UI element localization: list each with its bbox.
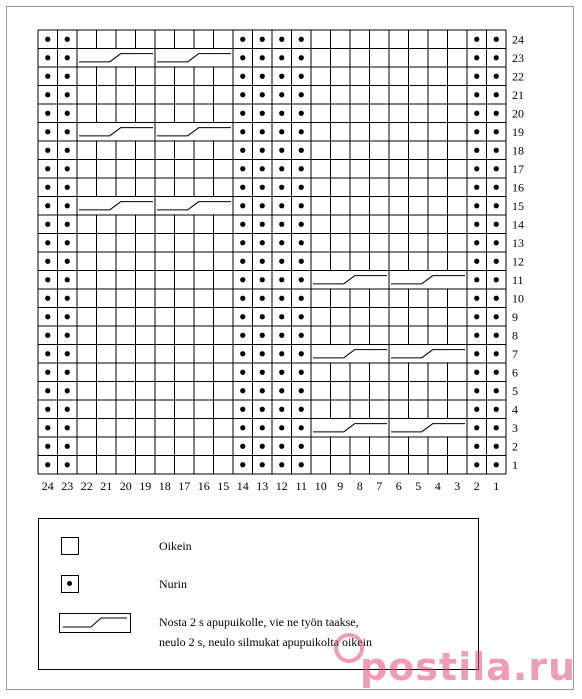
purl-dot	[474, 351, 479, 356]
purl-dot	[65, 425, 70, 430]
purl-dot	[279, 129, 284, 134]
purl-dot	[494, 277, 499, 282]
column-label: 10	[314, 479, 327, 493]
cable-symbol	[59, 613, 131, 633]
purl-dot	[299, 55, 304, 60]
purl-dot	[279, 55, 284, 60]
purl-dot	[260, 388, 265, 393]
purl-dot	[494, 203, 499, 208]
purl-dot	[240, 333, 245, 338]
purl-dot	[494, 462, 499, 467]
purl-dot	[65, 259, 70, 264]
purl-dot	[474, 55, 479, 60]
purl-dot	[299, 37, 304, 42]
row-label: 17	[512, 161, 524, 176]
purl-dot	[279, 388, 284, 393]
purl-dot	[65, 148, 70, 153]
column-label: 5	[415, 479, 422, 493]
purl-dot	[45, 444, 50, 449]
purl-dot	[260, 277, 265, 282]
purl-dot	[299, 333, 304, 338]
purl-dot	[260, 333, 265, 338]
column-label: 13	[256, 479, 269, 493]
column-label: 12	[275, 479, 288, 493]
purl-dot	[45, 462, 50, 467]
legend-cable-line2: neulo 2 s, neulo silmukat apupuikolta oikein	[159, 635, 372, 649]
row-label: 15	[512, 198, 524, 213]
purl-dot	[494, 74, 499, 79]
purl-dot	[474, 407, 479, 412]
purl-dot	[240, 407, 245, 412]
column-label: 20	[119, 479, 132, 493]
purl-dot	[494, 37, 499, 42]
purl-dot	[240, 277, 245, 282]
purl-dot	[279, 296, 284, 301]
purl-dot	[474, 37, 479, 42]
purl-dot	[45, 166, 50, 171]
purl-dot	[260, 74, 265, 79]
row-label: 6	[512, 365, 518, 380]
purl-dot	[260, 166, 265, 171]
purl-dot	[65, 185, 70, 190]
purl-dot	[474, 370, 479, 375]
purl-dot	[260, 425, 265, 430]
legend-purl-label: Nurin	[159, 577, 187, 591]
row-label: 20	[512, 106, 524, 121]
purl-dot	[45, 129, 50, 134]
row-label: 21	[512, 87, 524, 102]
purl-dot	[299, 296, 304, 301]
row-label: 14	[512, 217, 524, 232]
purl-dot	[279, 277, 284, 282]
purl-dot	[65, 37, 70, 42]
purl-dot	[299, 222, 304, 227]
purl-dot	[279, 259, 284, 264]
purl-dot	[65, 240, 70, 245]
column-label: 1	[493, 479, 500, 493]
purl-dot	[279, 444, 284, 449]
purl-dot	[279, 407, 284, 412]
purl-dot	[260, 92, 265, 97]
purl-dot	[240, 425, 245, 430]
purl-dot	[65, 55, 70, 60]
purl-dot	[494, 55, 499, 60]
row-label: 23	[512, 50, 524, 65]
purl-dot	[65, 92, 70, 97]
purl-dot	[240, 55, 245, 60]
purl-dot	[260, 203, 265, 208]
purl-dot	[299, 388, 304, 393]
purl-dot	[474, 92, 479, 97]
purl-dot	[494, 314, 499, 319]
purl-dot	[65, 222, 70, 227]
purl-dot	[260, 259, 265, 264]
purl-dot	[45, 370, 50, 375]
purl-dot	[65, 129, 70, 134]
purl-dot	[65, 407, 70, 412]
purl-dot	[494, 370, 499, 375]
purl-dot	[494, 259, 499, 264]
purl-dot	[65, 74, 70, 79]
purl-dot	[240, 129, 245, 134]
purl-dot	[240, 351, 245, 356]
watermark: postila.ru	[359, 645, 576, 689]
purl-dot	[65, 370, 70, 375]
purl-dot	[240, 166, 245, 171]
purl-dot	[260, 296, 265, 301]
purl-dot	[494, 222, 499, 227]
purl-dot	[299, 166, 304, 171]
purl-dot	[45, 296, 50, 301]
purl-dot	[260, 222, 265, 227]
purl-dot	[240, 240, 245, 245]
purl-dot	[279, 92, 284, 97]
purl-dot	[474, 259, 479, 264]
purl-dot	[45, 333, 50, 338]
column-label: 23	[61, 479, 74, 493]
purl-dot	[45, 203, 50, 208]
column-label: 14	[236, 479, 249, 493]
row-label: 2	[512, 439, 518, 454]
purl-dot	[474, 296, 479, 301]
purl-dot	[494, 351, 499, 356]
purl-dot	[494, 388, 499, 393]
purl-dot	[45, 222, 50, 227]
column-label: 19	[139, 479, 152, 493]
purl-dot	[45, 388, 50, 393]
row-label: 9	[512, 309, 518, 324]
row-label: 1	[512, 457, 518, 472]
purl-dot	[45, 111, 50, 116]
purl-dot	[65, 333, 70, 338]
row-label: 4	[512, 402, 518, 417]
purl-dot	[474, 166, 479, 171]
purl-dot	[299, 185, 304, 190]
purl-dot	[474, 185, 479, 190]
purl-dot	[494, 185, 499, 190]
purl-dot	[494, 444, 499, 449]
purl-dot	[474, 148, 479, 153]
purl-dot	[299, 203, 304, 208]
purl-dot	[299, 407, 304, 412]
purl-dot	[279, 166, 284, 171]
purl-dot	[299, 277, 304, 282]
purl-dot	[279, 74, 284, 79]
purl-dot	[45, 277, 50, 282]
column-label: 17	[178, 479, 191, 493]
knit-symbol	[61, 537, 79, 555]
purl-dot	[279, 37, 284, 42]
purl-dot	[240, 462, 245, 467]
column-label: 18	[158, 479, 171, 493]
column-label: 2	[473, 479, 480, 493]
purl-dot	[494, 92, 499, 97]
purl-dot	[65, 388, 70, 393]
purl-dot	[299, 111, 304, 116]
column-label: 22	[80, 479, 93, 493]
purl-dot	[45, 185, 50, 190]
purl-dot	[279, 462, 284, 467]
row-label: 11	[512, 272, 524, 287]
purl-dot	[474, 425, 479, 430]
purl-dot	[65, 296, 70, 301]
purl-dot	[299, 129, 304, 134]
purl-dot	[260, 444, 265, 449]
purl-dot	[240, 92, 245, 97]
purl-dot	[45, 55, 50, 60]
column-label: 6	[395, 479, 402, 493]
purl-dot	[65, 444, 70, 449]
purl-dot	[494, 296, 499, 301]
purl-dot	[474, 333, 479, 338]
purl-dot	[45, 425, 50, 430]
purl-dot	[45, 351, 50, 356]
purl-dot	[299, 351, 304, 356]
purl-dot	[260, 240, 265, 245]
purl-dot	[299, 370, 304, 375]
purl-dot	[494, 111, 499, 116]
purl-dot	[299, 462, 304, 467]
purl-dot	[494, 166, 499, 171]
row-label: 3	[512, 420, 518, 435]
purl-dot	[474, 462, 479, 467]
purl-dot	[240, 222, 245, 227]
purl-dot	[494, 425, 499, 430]
purl-dot	[65, 111, 70, 116]
purl-dot	[45, 37, 50, 42]
row-label: 5	[512, 383, 518, 398]
purl-dot	[279, 314, 284, 319]
purl-dot	[65, 462, 70, 467]
purl-dot	[299, 425, 304, 430]
purl-dot	[279, 203, 284, 208]
column-label: 4	[434, 479, 441, 493]
purl-dot	[260, 55, 265, 60]
column-label: 11	[295, 479, 308, 493]
purl-dot	[474, 203, 479, 208]
purl-dot	[260, 129, 265, 134]
purl-dot	[299, 259, 304, 264]
column-label: 16	[197, 479, 210, 493]
column-label: 9	[337, 479, 344, 493]
row-label: 18	[512, 143, 524, 158]
purl-dot	[65, 314, 70, 319]
purl-dot	[260, 462, 265, 467]
purl-dot	[279, 333, 284, 338]
legend-knit-label: Oikein	[159, 539, 192, 553]
purl-dot	[494, 240, 499, 245]
purl-dot	[65, 166, 70, 171]
column-label: 8	[356, 479, 363, 493]
purl-dot	[494, 129, 499, 134]
purl-dot	[474, 111, 479, 116]
purl-dot	[240, 370, 245, 375]
purl-dot	[65, 277, 70, 282]
legend-cable-line1: Nosta 2 s apupuikolle, vie ne työn taakse,	[159, 615, 359, 629]
row-label: 22	[512, 69, 524, 84]
purl-dot	[240, 296, 245, 301]
row-label: 12	[512, 254, 524, 269]
row-label: 13	[512, 235, 524, 250]
purl-dot	[45, 74, 50, 79]
purl-dot	[474, 314, 479, 319]
row-label: 8	[512, 328, 518, 343]
purl-dot	[279, 185, 284, 190]
row-label: 24	[512, 32, 524, 47]
purl-dot	[474, 129, 479, 134]
purl-dot	[474, 74, 479, 79]
purl-dot	[260, 351, 265, 356]
purl-dot	[65, 351, 70, 356]
purl-dot	[299, 444, 304, 449]
purl-dot	[494, 407, 499, 412]
purl-dot	[279, 370, 284, 375]
purl-dot	[279, 111, 284, 116]
purl-dot	[299, 74, 304, 79]
row-label: 16	[512, 180, 524, 195]
purl-dot	[240, 444, 245, 449]
column-label: 3	[454, 479, 461, 493]
purl-dot	[240, 185, 245, 190]
purl-dot	[240, 388, 245, 393]
purl-dot	[240, 111, 245, 116]
purl-dot	[474, 388, 479, 393]
row-label: 10	[512, 291, 524, 306]
purl-dot	[299, 92, 304, 97]
purl-dot	[494, 333, 499, 338]
purl-dot	[45, 148, 50, 153]
purl-symbol	[61, 575, 79, 593]
purl-dot	[45, 314, 50, 319]
purl-dot	[279, 351, 284, 356]
purl-dot	[240, 203, 245, 208]
purl-dot	[279, 425, 284, 430]
purl-dot	[474, 240, 479, 245]
purl-dot	[240, 74, 245, 79]
purl-dot	[260, 314, 265, 319]
purl-dot	[299, 148, 304, 153]
purl-dot	[65, 203, 70, 208]
purl-dot	[45, 92, 50, 97]
purl-dot	[240, 259, 245, 264]
purl-dot	[279, 148, 284, 153]
purl-dot	[45, 259, 50, 264]
purl-dot	[260, 185, 265, 190]
purl-dot	[260, 111, 265, 116]
purl-dot	[299, 314, 304, 319]
purl-dot	[279, 222, 284, 227]
purl-dot	[279, 240, 284, 245]
purl-dot	[260, 148, 265, 153]
column-label: 7	[376, 479, 383, 493]
column-label: 24	[41, 479, 54, 493]
purl-dot	[474, 222, 479, 227]
purl-dot	[494, 148, 499, 153]
purl-dot	[474, 277, 479, 282]
purl-dot	[260, 407, 265, 412]
purl-dot	[299, 240, 304, 245]
purl-dot	[474, 444, 479, 449]
purl-dot	[45, 240, 50, 245]
purl-dot	[260, 370, 265, 375]
purl-dot	[260, 37, 265, 42]
purl-dot	[240, 148, 245, 153]
purl-dot	[240, 314, 245, 319]
row-label: 19	[512, 124, 524, 139]
column-label: 21	[100, 479, 113, 493]
purl-dot	[45, 407, 50, 412]
column-label: 15	[217, 479, 230, 493]
purl-dot	[240, 37, 245, 42]
row-label: 7	[512, 346, 518, 361]
